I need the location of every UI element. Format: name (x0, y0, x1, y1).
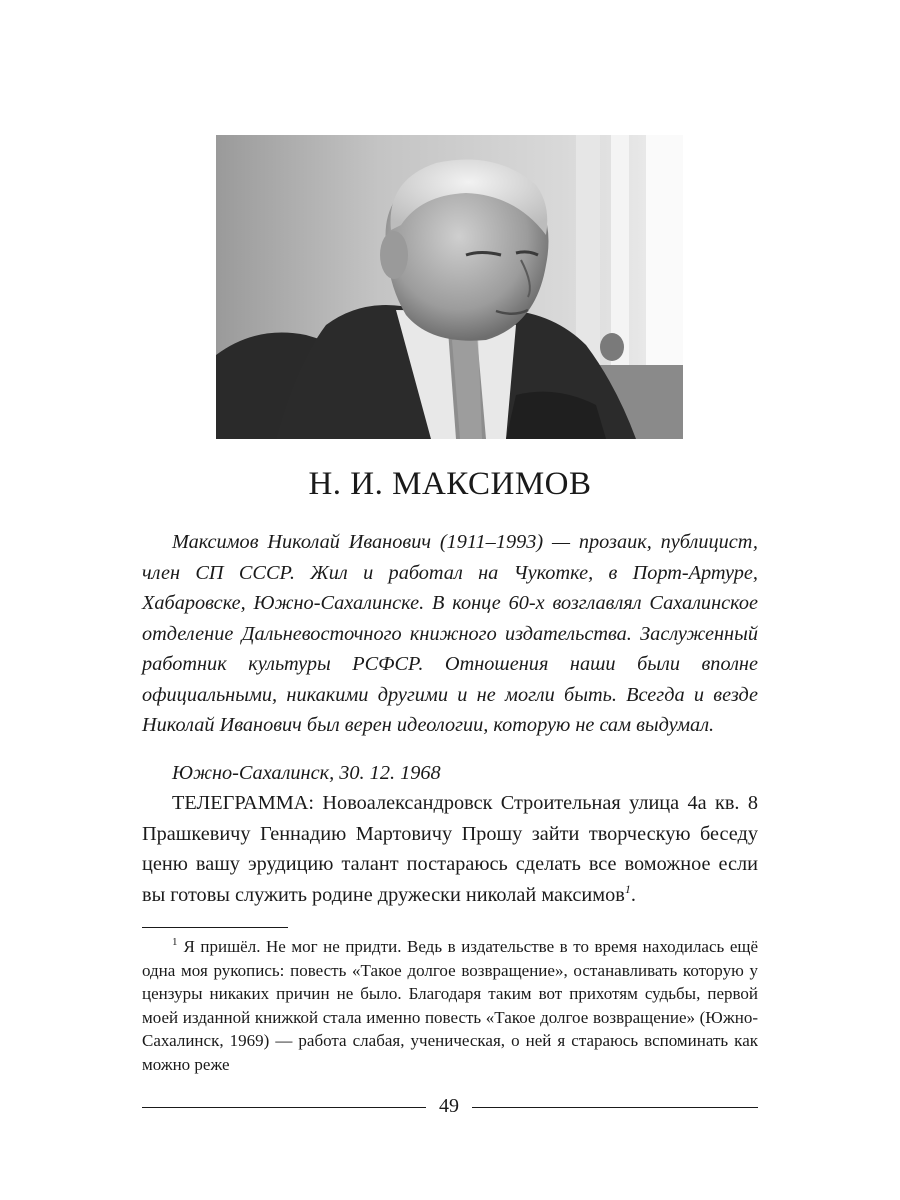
footnote (142, 935, 758, 1076)
portrait-photo (216, 135, 683, 439)
page-footer-rule-left (142, 1107, 426, 1108)
letter-dateline: Южно-Сахалинск, 30. 12. 1968 (172, 762, 441, 784)
telegram-text: ТЕЛЕГРАММА: Новоалександровск Строительная улица 4а кв. 8 Прашкевичу Геннадию Мартовичу Прошу зайти творческую беседу ценю вашу эрудицию талант постараюсь сделать все воможное если вы готовы служить родине дружески николай максимов$^1$. (142, 792, 758, 906)
author-heading: Н. И. МАКСИМОВ (308, 466, 592, 502)
footnote-marker: 1 (172, 936, 178, 949)
author-bio: Максимов Николай Иванович (1911–1993) — прозаик, публицист, член СП СССР. Жил и работал на Чукотке, в Порт-Артуре, Хабаровске, Южно-Сахалинске. В конце 60-х возглавлял Сахалинское отделение Дальневосточного книжного издательства. Заслуженный работник культуры РСФСР. Отношения наши были вполне официальными, никакими другими и не могли быть. Всегда и везде Николай Иванович был верен идеологии, которую не сам выдумал. (142, 531, 758, 736)
page-footer-rule-right (472, 1107, 758, 1108)
footnote-reference[interactable]: 1 (624, 881, 631, 896)
telegram-body: ТЕЛЕГРАММА: Новоалександровск Строительная улица 4а кв. 8 Прашкевичу Геннадию Мартовичу Прошу зайти творческую беседу ценю вашу эрудицию талант постараюсь сделать все воможное если вы готовы служить родине дружески николай максимов (142, 792, 758, 906)
footnote-text: Я пришёл. Не мог не придти. Ведь в издательстве в то время находилась ещё одна моя рукопись: повесть «Такое долгое возвращение», останавливать которую у цензуры никаких причин не было. Благодаря таким вот прихотям судьбы, первой моей изданной книжкой стала именно повесть «Такое долгое возвращение» (Южно-Сахалинск, 1969) — работа слабая, ученическая, о ней я стараюсь вспоминать как можно реже (142, 937, 758, 1074)
footnote-divider (142, 927, 288, 928)
page-number: 49 (439, 1095, 459, 1117)
